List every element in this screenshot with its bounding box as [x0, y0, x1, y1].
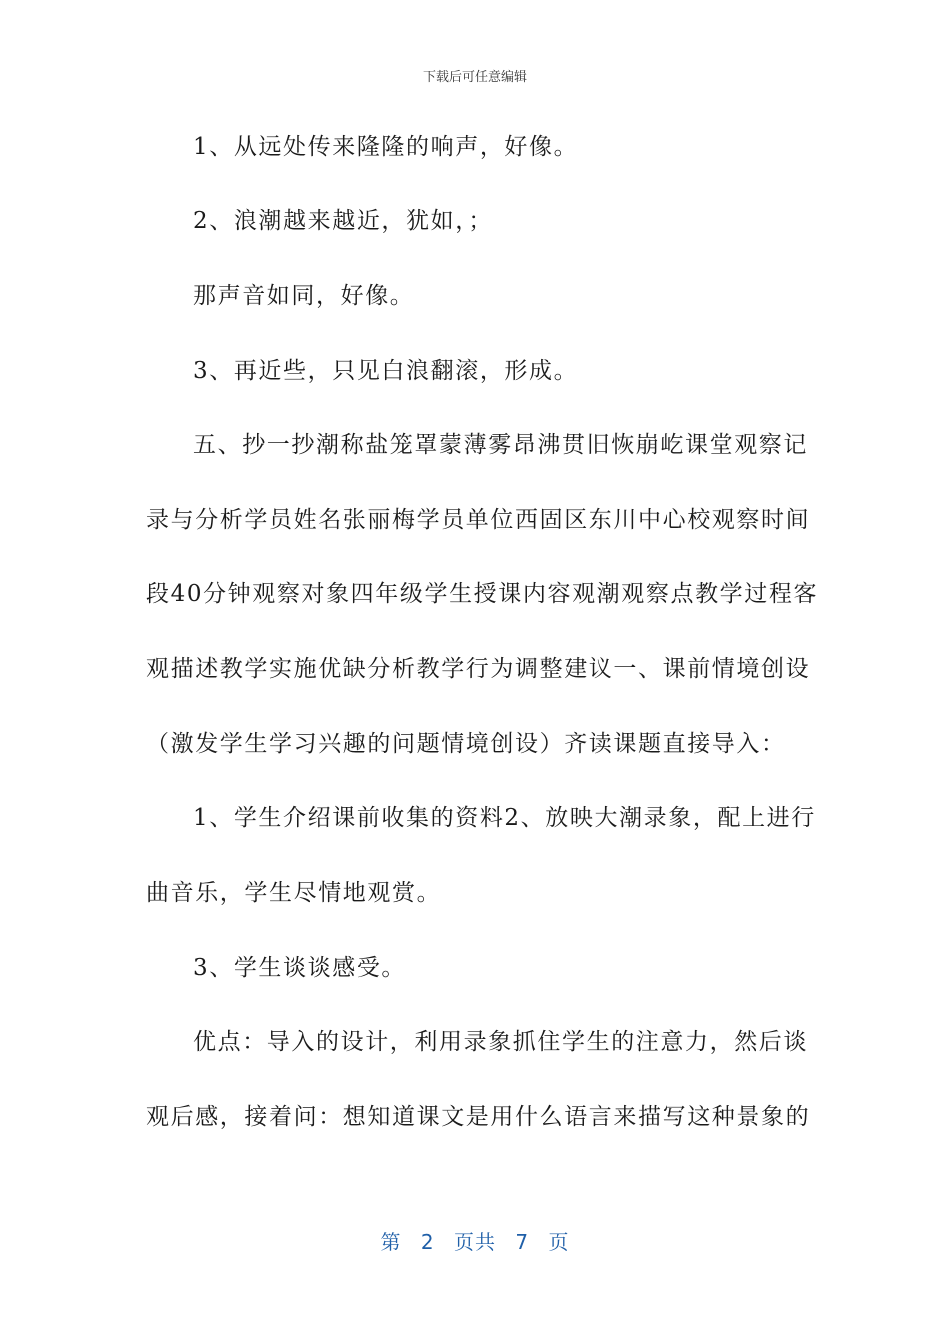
- page-label-prefix: 第: [380, 1230, 402, 1254]
- current-page-number: 2: [420, 1230, 435, 1254]
- page-header: 下载后可任意编辑: [422, 70, 527, 85]
- paragraph-line: （激发学生学习兴趣的问题情境创设）齐读课题直接导入：: [146, 731, 786, 757]
- paragraph-line: 1、从远处传来隆隆的响声，好像。: [193, 134, 579, 160]
- paragraph-line: 那声音如同，好像。: [193, 283, 415, 309]
- paragraph-line: 录与分析学员姓名张丽梅学员单位西固区东川中心校观察时间: [146, 507, 811, 533]
- paragraph-line: 曲音乐，学生尽情地观赏。: [146, 880, 442, 906]
- paragraph-line: 观描述教学实施优缺分析教学行为调整建议一、课前情境创设: [146, 656, 811, 682]
- total-pages-number: 7: [515, 1230, 530, 1254]
- paragraph-line: 段40分钟观察对象四年级学生授课内容观潮观察点教学过程客: [146, 581, 819, 607]
- paragraph-line: 3、再近些，只见白浪翻滚，形成。: [193, 358, 579, 384]
- paragraph-line: 2、浪潮越来越近，犹如，；: [193, 208, 493, 234]
- paragraph-line: 观后感，接着问：想知道课文是用什么语言来描写这种景象的: [146, 1104, 811, 1130]
- paragraph-line: 优点：导入的设计，利用录象抓住学生的注意力，然后谈: [193, 1029, 808, 1055]
- paragraph-line: 3、学生谈谈感受。: [193, 955, 407, 981]
- page-footer: [0, 1226, 950, 1255]
- paragraph-line: 1、学生介绍课前收集的资料2、放映大潮录象，配上进行: [193, 805, 816, 831]
- page-label-mid: 页共: [454, 1230, 496, 1254]
- paragraph-line: 五、抄一抄潮称盐笼罩蒙薄雾昂沸贯旧恢崩屹课堂观察记: [193, 432, 808, 458]
- page-label-suffix: 页: [548, 1230, 570, 1254]
